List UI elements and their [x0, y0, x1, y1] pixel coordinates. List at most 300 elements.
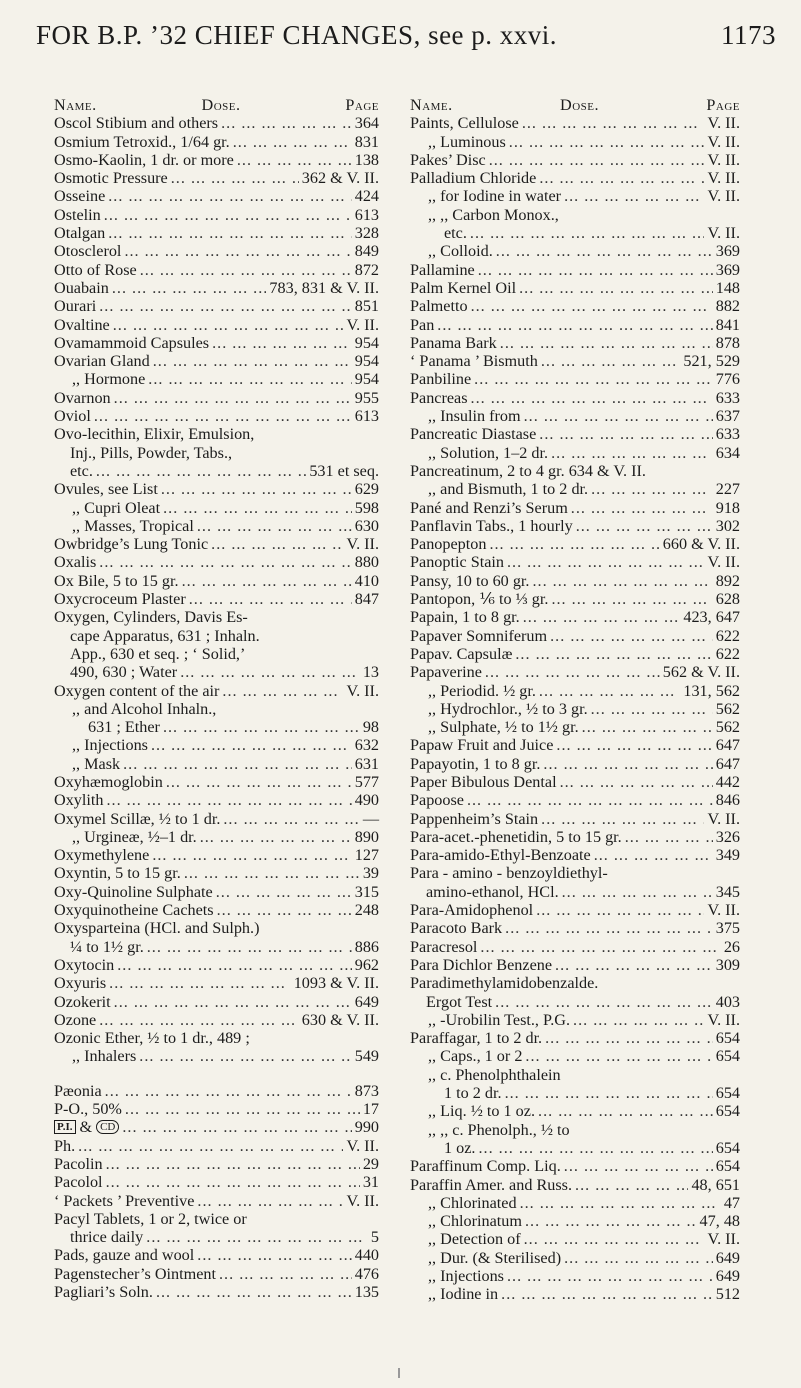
entry-page-ref: 138	[354, 150, 379, 169]
entry-page-ref: 872	[354, 260, 379, 279]
pharmacopoeia-symbols	[54, 1116, 119, 1136]
entry-page-ref: 562 & V. II.	[662, 663, 740, 682]
entry-page-ref: 630	[354, 516, 379, 535]
index-entry	[410, 1047, 740, 1065]
dot-leader	[532, 572, 712, 590]
dot-leader	[520, 1194, 721, 1212]
entry-page-ref: V. II.	[346, 315, 379, 334]
index-entry	[54, 462, 379, 480]
entry-name: ,, -Urobilin Test., P.G.	[428, 1010, 571, 1029]
index-entry	[54, 1228, 379, 1246]
index-entry	[410, 242, 740, 260]
dot-leader	[591, 480, 713, 498]
entry-page-ref: 476	[354, 1264, 379, 1283]
entry-page-ref: 17	[362, 1100, 379, 1119]
index-entry	[410, 974, 740, 992]
index-entry	[54, 1283, 379, 1301]
dot-leader	[507, 553, 704, 571]
entry-page-ref: 39	[362, 864, 379, 883]
index-entry	[54, 773, 379, 791]
dot-leader	[147, 938, 352, 956]
index-entry	[410, 682, 740, 700]
entry-page-ref: 654	[715, 1102, 740, 1121]
entry-page-ref: 634	[715, 443, 740, 462]
entry-name: Pantopon, ⅙ to ⅓ gr.	[410, 590, 549, 609]
dot-leader	[217, 901, 352, 919]
dot-leader	[166, 773, 352, 791]
dot-leader	[536, 901, 704, 919]
index-entry	[54, 1137, 379, 1155]
entry-name: Para-Amidophenol	[410, 901, 534, 920]
dot-leader	[505, 1084, 713, 1102]
dot-leader	[106, 1173, 360, 1191]
entry-page-ref: 531 et seq.	[309, 461, 379, 480]
index-entry	[54, 608, 379, 626]
entry-name: Oxyquinotheine Cachets	[54, 901, 214, 920]
entry-page-ref: 776	[715, 370, 740, 389]
entry-page-ref: 549	[354, 1047, 379, 1066]
entry-name: Paraffin Amer. and Russ.	[410, 1175, 573, 1194]
entry-page-ref: 882	[715, 297, 740, 316]
index-entry	[410, 425, 740, 443]
entry-page-ref: 851	[354, 297, 379, 316]
entry-name: Ovules, see List	[54, 480, 158, 499]
dot-leader	[485, 663, 660, 681]
index-entry	[410, 608, 740, 626]
entry-page-ref: 127	[354, 846, 379, 865]
entry-name: Ozokerit	[54, 992, 111, 1011]
entry-page-ref: 26	[723, 937, 740, 956]
dot-leader	[564, 1249, 713, 1267]
index-entry	[54, 736, 379, 754]
dot-leader	[104, 206, 352, 224]
dot-leader	[99, 297, 351, 315]
entry-name: Panopepton	[410, 535, 487, 554]
entry-page-ref: V. II.	[707, 132, 740, 151]
entry-name: Ovamammoid Capsules	[54, 333, 210, 352]
entry-name: ,, Insulin from	[428, 407, 521, 426]
entry-name: Oxy-Quinoline Sulphate	[54, 882, 213, 901]
index-entry	[54, 316, 379, 334]
entry-name: Otalgan	[54, 224, 106, 243]
entry-page-ref: 613	[354, 407, 379, 426]
dot-leader	[163, 499, 352, 517]
index-entry	[54, 663, 379, 681]
index-entry	[54, 480, 379, 498]
entry-page-ref: 98	[362, 718, 379, 737]
entry-name: Palm Kernel Oil	[410, 278, 517, 297]
dot-leader	[212, 334, 352, 352]
index-entry	[410, 736, 740, 754]
entry-page-ref: 892	[715, 571, 740, 590]
index-entry	[54, 1118, 379, 1136]
dot-leader	[500, 334, 713, 352]
entry-page-ref: 315	[354, 882, 379, 901]
heading-dose: Dose.	[201, 96, 241, 114]
entry-name: Para-amido-Ethyl-Benzoate	[410, 846, 591, 865]
index-entry	[410, 919, 740, 937]
dot-leader	[152, 846, 351, 864]
dot-leader	[114, 389, 352, 407]
index-entry	[410, 187, 740, 205]
index-entry	[410, 1066, 740, 1084]
entry-name: thrice daily	[70, 1228, 144, 1247]
index-entry	[54, 1265, 379, 1283]
dot-leader	[161, 480, 352, 498]
index-entry	[54, 535, 379, 553]
entry-name: ¼ to 1½ gr.	[70, 937, 144, 956]
entry-name: ‘ Packets ’ Preventive	[54, 1191, 195, 1210]
dot-leader	[153, 352, 352, 370]
index-entry	[54, 187, 379, 205]
index-entry	[410, 846, 740, 864]
entry-page-ref: 633	[715, 425, 740, 444]
index-entry	[54, 425, 379, 443]
dot-leader	[233, 133, 352, 151]
entry-name: Osmotic Pressure	[54, 169, 168, 188]
entry-name: Oxycroceum Plaster	[54, 590, 186, 609]
index-entry	[410, 517, 740, 535]
index-entry	[410, 370, 740, 388]
entry-page-ref: 873	[354, 1081, 379, 1100]
entry-name: Pagenstecher’s Ointment	[54, 1264, 216, 1283]
dot-leader	[237, 151, 352, 169]
dot-leader	[505, 919, 713, 937]
entry-page-ref: 423, 647	[683, 608, 740, 627]
index-entry	[54, 572, 379, 590]
entry-name: Papaw Fruit and Juice	[410, 736, 554, 755]
index-entry	[54, 1210, 379, 1228]
entry-page-ref: 309	[715, 955, 740, 974]
dot-leader	[543, 755, 712, 773]
dot-leader	[106, 791, 351, 809]
index-entry	[410, 755, 740, 773]
entry-name: Ovo-lecithin, Elixir, Emulsion,	[54, 425, 255, 444]
entry-name: amino-ethanol, HCl.	[426, 882, 559, 901]
dot-leader	[114, 993, 352, 1011]
index-entry	[410, 169, 740, 187]
entry-page-ref: 345	[715, 882, 740, 901]
dot-leader	[108, 224, 351, 242]
dot-leader	[197, 1246, 351, 1264]
column-heading	[410, 96, 740, 114]
dot-leader	[478, 1139, 712, 1157]
index-entry	[410, 1084, 740, 1102]
index-entry	[410, 1212, 740, 1230]
index-entry	[410, 700, 740, 718]
entry-name: ,, Colloid.	[428, 242, 493, 261]
entry-name: ,, Sulphate, ½ to 1½ gr.	[428, 718, 579, 737]
entry-name: ‘ Panama ’ Bismuth	[410, 352, 538, 371]
dot-leader	[78, 1137, 343, 1155]
section-gap	[54, 1066, 379, 1082]
entry-name: Ovarian Gland	[54, 352, 150, 371]
entry-page-ref: 630 & V. II.	[301, 1010, 379, 1029]
entry-page-ref: 647	[715, 736, 740, 755]
entry-name: ,, Mask	[72, 754, 121, 773]
boxed-symbol-icon: P.I.	[54, 1120, 76, 1134]
entry-page-ref: 29	[362, 1154, 379, 1173]
entry-name: Paraffinum Comp. Liq.	[410, 1157, 561, 1176]
entry-page-ref: V. II.	[707, 1230, 740, 1249]
entry-name: Papoose	[410, 791, 464, 810]
index-entry	[54, 682, 379, 700]
entry-page-ref: 654	[715, 1047, 740, 1066]
entry-name: App., 630 et seq. ; ‘ Solid,’	[70, 644, 246, 663]
index-entry	[410, 334, 740, 352]
entry-name: Ozonic Ether, ½ to 1 dr., 489 ;	[54, 1029, 250, 1048]
dot-leader	[564, 187, 704, 205]
entry-page-ref: V. II.	[346, 681, 379, 700]
dot-leader	[576, 517, 713, 535]
dot-leader	[556, 736, 712, 754]
entry-name: Ovarnon	[54, 388, 111, 407]
entry-name: ,, c. Phenolphthalein	[428, 1065, 561, 1084]
entry-name: Oxygen, Cylinders, Davis Es-	[54, 608, 248, 627]
entry-name: Ouabain	[54, 278, 109, 297]
dot-leader	[109, 974, 291, 992]
index-entry	[410, 663, 740, 681]
dot-leader	[184, 864, 360, 882]
index-entry	[410, 1157, 740, 1175]
dot-leader	[474, 370, 713, 388]
dot-leader	[571, 499, 713, 517]
index-entry	[410, 1194, 740, 1212]
dot-leader	[117, 956, 351, 974]
entry-page-ref: 440	[354, 1246, 379, 1265]
dot-leader	[501, 1285, 713, 1303]
index-entry	[410, 1249, 740, 1267]
entry-page-ref: 598	[354, 498, 379, 517]
entry-page-ref: 403	[715, 992, 740, 1011]
index-entry	[54, 499, 379, 517]
entry-page-ref: V. II.	[707, 1010, 740, 1029]
dot-leader	[573, 1011, 704, 1029]
entry-page-ref: 1093 & V. II.	[293, 974, 379, 993]
entry-name: Pancreatic Diastase	[410, 425, 537, 444]
index-entry	[410, 224, 740, 242]
entry-page-ref: 649	[354, 992, 379, 1011]
index-entry	[410, 480, 740, 498]
entry-name: ,, Detection of	[428, 1230, 521, 1249]
index-entry	[410, 938, 740, 956]
index-entry	[54, 791, 379, 809]
entry-page-ref: 31	[362, 1173, 379, 1192]
running-header	[36, 20, 776, 60]
entry-name: ,, Luminous	[428, 132, 506, 151]
entry-name: ,, ,, Carbon Monox.,	[428, 205, 559, 224]
dot-leader	[594, 846, 713, 864]
entry-name: ,, Hormone	[72, 370, 146, 389]
dot-leader	[480, 938, 720, 956]
ampersand: &	[79, 1118, 93, 1137]
entry-name: ,, Liq. ½ to 1 oz.	[428, 1102, 536, 1121]
entry-page-ref: 647	[715, 754, 740, 773]
entry-name: Ph.	[54, 1136, 76, 1155]
entry-page-ref: 954	[354, 333, 379, 352]
entry-page-ref: 955	[354, 388, 379, 407]
entry-name: Oviol	[54, 407, 91, 426]
entry-name: Panoptic Stain	[410, 553, 504, 572]
dot-leader	[125, 1100, 360, 1118]
dot-leader	[575, 1176, 688, 1194]
entry-name: Ergot Test	[426, 992, 493, 1011]
entry-name: Paraffagar, 1 to 2 dr.	[410, 1029, 543, 1048]
entry-name: 1 oz.	[444, 1138, 476, 1157]
entry-name: Ovaltine	[54, 315, 110, 334]
entry-name: Paracresol	[410, 937, 478, 956]
dot-leader	[163, 718, 360, 736]
heading-page: Page	[345, 96, 379, 114]
heading-name: Name.	[410, 96, 453, 114]
index-entry	[410, 444, 740, 462]
index-entry	[54, 279, 379, 297]
dot-leader	[539, 682, 680, 700]
entry-page-ref: 490	[354, 791, 379, 810]
entry-name: Oxalis	[54, 553, 97, 572]
entry-page-ref: 562	[715, 718, 740, 737]
dot-leader	[189, 590, 352, 608]
dot-leader	[471, 297, 713, 315]
index-entry	[54, 627, 379, 645]
index-entry	[54, 919, 379, 937]
entry-name: ,, Iodine in	[428, 1285, 499, 1304]
entry-name: Palladium Chloride	[410, 169, 537, 188]
entry-page-ref: 375	[715, 919, 740, 938]
entry-page-ref: 424	[354, 187, 379, 206]
entry-page-ref: 364	[354, 114, 379, 133]
index-entry	[54, 1192, 379, 1210]
index-entry	[410, 261, 740, 279]
dot-leader	[200, 828, 352, 846]
index-entry	[410, 1267, 740, 1285]
entry-page-ref: 131, 562	[683, 681, 740, 700]
entry-page-ref: 442	[715, 772, 740, 791]
dot-leader	[525, 1212, 697, 1230]
index-entry	[410, 407, 740, 425]
index-entry	[410, 389, 740, 407]
index-entry	[54, 864, 379, 882]
entry-page-ref: 632	[354, 736, 379, 755]
dot-leader	[489, 151, 705, 169]
dot-leader	[591, 700, 713, 718]
entry-name: Pansy, 10 to 60 gr.	[410, 571, 530, 590]
dot-leader	[582, 718, 713, 736]
entry-name: Ozone	[54, 1010, 97, 1029]
dot-leader	[519, 279, 713, 297]
dot-leader	[522, 114, 705, 132]
index-entry	[410, 151, 740, 169]
entry-page-ref: 48, 651	[691, 1175, 740, 1194]
dot-leader	[106, 1155, 360, 1173]
index-entry	[54, 517, 379, 535]
entry-name: Panflavin Tabs., 1 hourly	[410, 516, 573, 535]
dot-leader	[545, 1029, 713, 1047]
index-entry	[54, 297, 379, 315]
index-entry	[54, 407, 379, 425]
index-entry	[410, 810, 740, 828]
index-entry	[54, 938, 379, 956]
entry-name: Papayotin, 1 to 8 gr.	[410, 754, 541, 773]
entry-name: Oxygen content of the air	[54, 681, 220, 700]
index-entry	[410, 297, 740, 315]
index-entry	[54, 389, 379, 407]
dot-leader	[148, 370, 351, 388]
entry-page-ref: 990	[354, 1118, 379, 1137]
entry-name: Para-acet.-phenetidin, 5 to 15 gr.	[410, 827, 622, 846]
entry-name: ,, Masses, Tropical	[72, 516, 194, 535]
entry-page-ref: 622	[715, 644, 740, 663]
index-entry	[410, 572, 740, 590]
entry-name: ,, Periodid. ½ gr.	[428, 681, 536, 700]
entry-name: ,, Dur. (& Sterilised)	[428, 1248, 562, 1267]
entry-name: Oscol Stibium and others	[54, 114, 219, 133]
dot-leader	[562, 883, 713, 901]
entry-name: ,, Solution, 1–2 dr.	[428, 443, 549, 462]
index-entry	[410, 352, 740, 370]
entry-page-ref: 302	[715, 516, 740, 535]
entry-name: ,, Urgineæ, ½–1 dr.	[72, 827, 197, 846]
dot-leader	[470, 224, 705, 242]
dot-leader	[551, 590, 712, 608]
entry-page-ref: 849	[354, 242, 379, 261]
entry-page-ref: 886	[354, 937, 379, 956]
index-entry	[410, 1102, 740, 1120]
entry-page-ref: 135	[354, 1283, 379, 1301]
entry-page-ref: 783, 831 & V. II.	[269, 278, 379, 297]
entry-page-ref: 954	[354, 370, 379, 389]
entry-name: Para Dichlor Benzene	[410, 955, 553, 974]
index-entry	[54, 810, 379, 828]
entry-page-ref: 831	[354, 132, 379, 151]
entry-name: 631 ; Ether	[88, 718, 160, 737]
index-entry	[54, 1029, 379, 1047]
entry-page-ref: 47, 48	[699, 1212, 740, 1231]
index-entry	[410, 773, 740, 791]
dot-leader	[489, 535, 659, 553]
index-entry	[54, 261, 379, 279]
running-title: FOR B.P. ’32 CHIEF CHANGES, see p. xxvi.	[36, 20, 558, 50]
dot-leader	[219, 1265, 352, 1283]
dot-leader	[108, 187, 351, 205]
dot-leader	[551, 444, 713, 462]
dot-leader	[525, 1047, 712, 1065]
index-entry	[410, 462, 740, 480]
index-entry	[54, 169, 379, 187]
entry-name: Pacolol	[54, 1173, 103, 1192]
index-entry	[410, 499, 740, 517]
entry-page-ref: 629	[354, 480, 379, 499]
entry-page-ref: 628	[715, 590, 740, 609]
entry-page-ref: 328	[354, 224, 379, 243]
entry-page-ref: 890	[354, 827, 379, 846]
index-entry	[54, 700, 379, 718]
entry-page-ref: V. II.	[346, 535, 379, 554]
entry-name: Panbiline	[410, 370, 472, 389]
index-entry	[54, 444, 379, 462]
index-entry	[54, 1011, 379, 1029]
index-entry	[410, 590, 740, 608]
dot-leader	[122, 1118, 351, 1136]
entry-name: Paracoto Bark	[410, 919, 503, 938]
entry-name: Pancreatinum, 2 to 4 gr. 634 & V. II.	[410, 461, 646, 480]
dot-leader	[94, 407, 352, 425]
page-number: 1173	[721, 20, 776, 50]
index-entry	[54, 334, 379, 352]
entry-name: etc.	[444, 224, 467, 243]
entry-page-ref: 410	[354, 571, 379, 590]
entry-name: Oxyhæmoglobin	[54, 772, 163, 791]
